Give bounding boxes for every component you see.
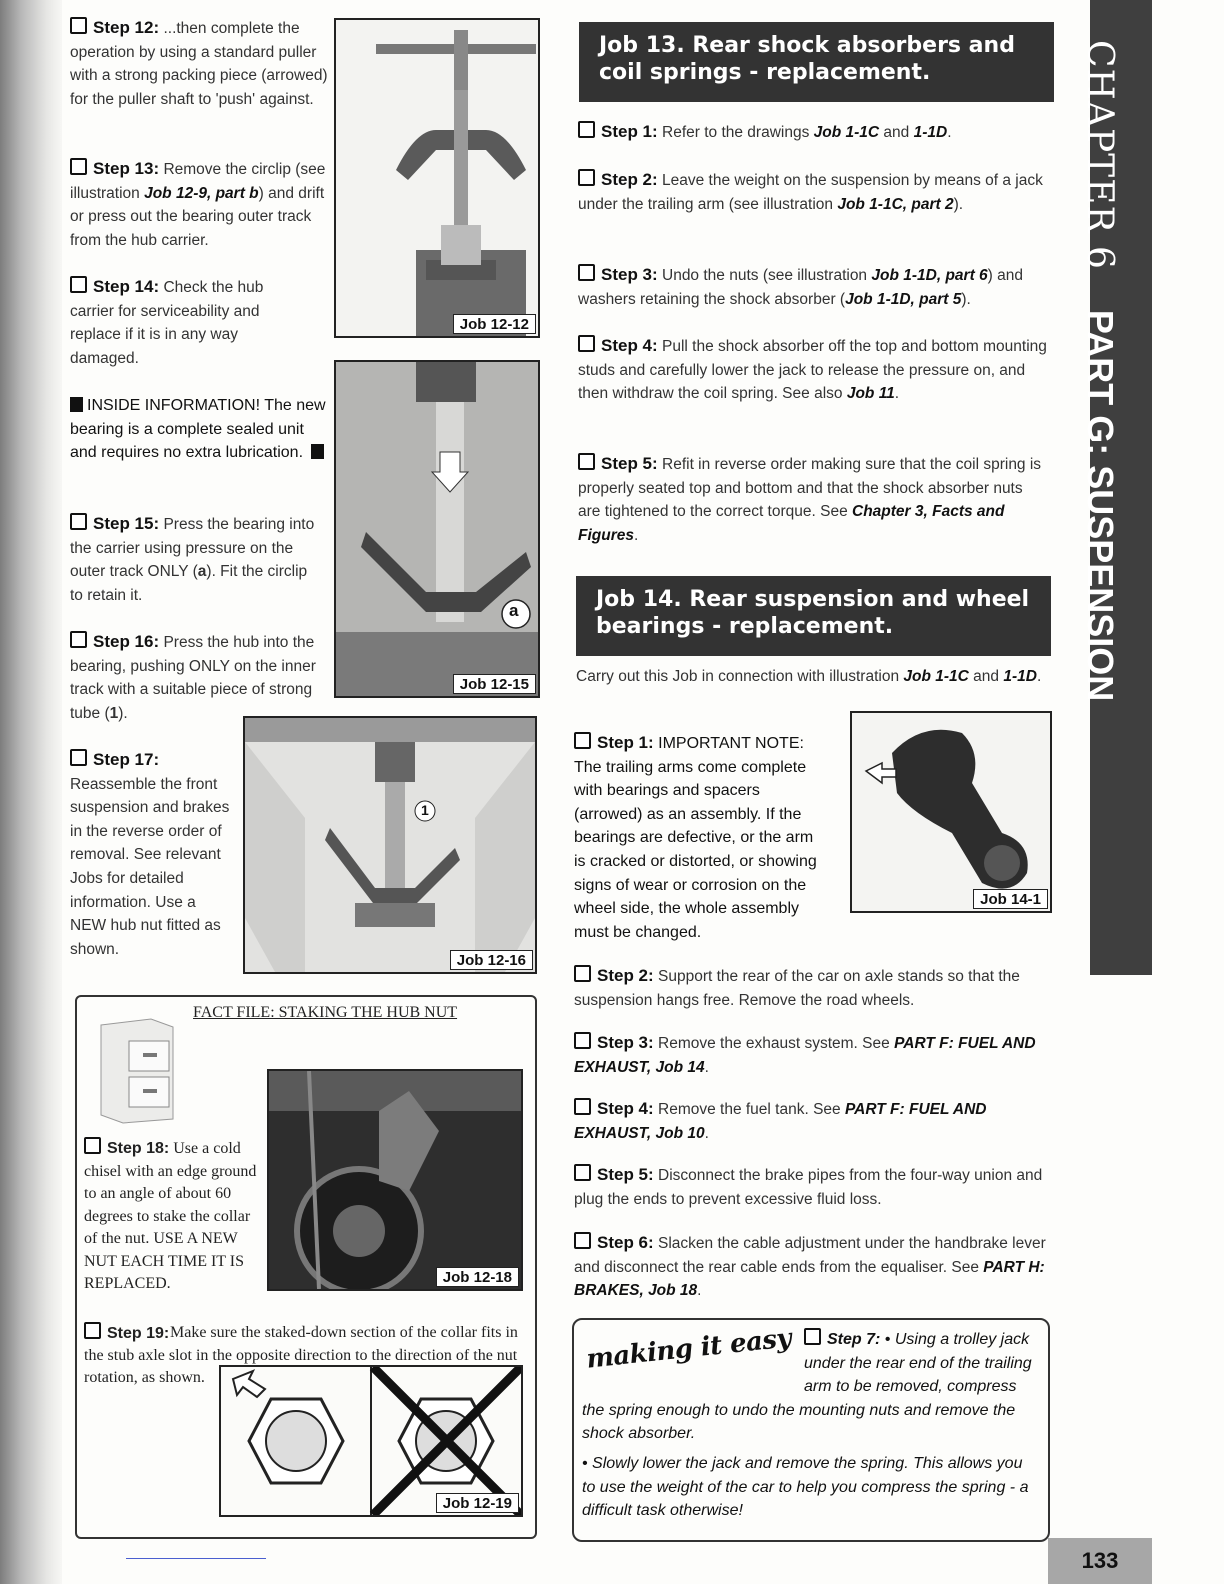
float-spacer (828, 731, 1052, 911)
step-15: Step 15: Press the bearing into the carrier using pressure on the outer track ONLY (a). Fit the circlip to retain it. (70, 514, 315, 604)
inside-info-end-icon (311, 444, 324, 459)
job-13-step-2: Step 2: Leave the weight on the suspension by means of a jack under the trailing arm (see illustration Job 1-1C, part 2). (578, 170, 1043, 213)
step-12: Step 12: ...then complete the operation by using a standard puller with a strong packing piece (arrowed) for the puller shaft to 'push' against. (70, 18, 328, 108)
checkbox-icon (574, 1098, 591, 1115)
photo-job-12-15 (334, 360, 540, 698)
bearing-press-illustration (336, 362, 538, 696)
job-14-step-1: Step 1: IMPORTANT NOTE: The trailing arms come complete with bearings and spacers (arrowed) as an assembly. If the bearings are defective, or the arm is cracked or distorted, or showing signs of wear or corrosion on the wheel side, the whole assembly must be changed. (574, 731, 1052, 944)
checkbox-icon (84, 1137, 101, 1154)
step-19-text: Make sure the staked-down section of the collar fits in the stub axle slot in the opposite direction to the direction of the nut rotation, as shown. (84, 1324, 518, 1386)
caption-job-12-19: Job 12-19 (436, 1493, 519, 1513)
step-16: Step 16: Press the hub into the bearing, pushing ONLY on the inner track with a suitable piece of strong tube (1). (70, 632, 316, 722)
making-it-easy-box (572, 1318, 1050, 1542)
label-a: a (509, 601, 519, 620)
checkbox-icon (574, 1232, 591, 1249)
step-18: Step 18: Use a cold chisel with an edge ground to an angle of about 60 degrees to stake the collar of the nut. USE A NEW NUT EACH TIME IT IS REPLACED. (84, 1137, 262, 1296)
checkbox-icon (70, 631, 87, 648)
inside-information: INSIDE INFORMATION! The new bearing is a complete sealed unit and requires no extra lubrication. (70, 397, 326, 462)
fact-file-title: FACT FILE: STAKING THE HUB NUT (193, 1004, 458, 1021)
checkbox-icon (70, 17, 87, 34)
badge-spacer (582, 1328, 804, 1398)
checkbox-icon (578, 264, 595, 281)
chapter-label: CHAPTER 6 (1079, 40, 1120, 270)
checkbox-icon (578, 335, 595, 352)
checkbox-icon (578, 121, 595, 138)
photo-job-12-12 (334, 18, 540, 338)
step-17: Step 17: Reassemble the front suspension and brakes in the reverse order of removal. See relevant Jobs for detailed information. Use a NEW hub nut fitted as shown. (70, 750, 230, 958)
step-14: Step 14: Check the hub carrier for serviceability and replace if it is in any way damaged. (70, 277, 264, 367)
puller-illustration (336, 20, 538, 336)
step-19-heading: Step 19: (84, 1322, 529, 1346)
checkbox-icon (574, 965, 591, 982)
part-label: PART G: SUSPENSION (1080, 309, 1121, 702)
job-14-intro: Carry out this Job in connection with illustration Job 1-1C and 1-1D. (576, 668, 1042, 685)
page-number: 133 (1048, 1538, 1152, 1584)
job-13-step-4: Step 4: Pull the shock absorber off the top and bottom mounting studs and carefully lower the jack to release the pressure on, and then withdraw the coil spring. See also Job 11. (578, 336, 1047, 403)
page-binding-gutter (0, 0, 62, 1584)
caption-job-12-15: Job 12-15 (453, 674, 536, 694)
checkbox-icon (70, 276, 87, 293)
checkbox-icon (804, 1328, 821, 1345)
label-1: 1 (421, 802, 429, 818)
caption-job-12-18: Job 12-18 (436, 1267, 519, 1287)
checkbox-icon (574, 732, 591, 749)
making-it-easy-badge: making it easy (584, 1323, 793, 1375)
job-14-heading: Job 14. Rear suspension and wheel bearings - replacement. (576, 576, 1051, 656)
job-13-step-3: Step 3: Undo the nuts (see illustration Job 1-1D, part 6) and washers retaining the shock absorber (Job 1-1D, part 5). (578, 265, 1023, 308)
checkbox-icon (70, 513, 87, 530)
caption-job-12-12: Job 12-12 (453, 314, 536, 334)
caption-job-14-1: Job 14-1 (973, 889, 1048, 909)
checkbox-icon (578, 169, 595, 186)
job-13-step-5: Step 5: Refit in reverse order making sure that the coil spring is properly seated top and bottom and that the shock absorber nuts are tightened to the correct torque. See Chapter 3, Facts and Figures. (578, 454, 1042, 544)
hub-press-illustration (245, 718, 535, 972)
making-it-easy-text: Step 7: • Using a trolley jack under the rear end of the trailing arm to be removed, compress the spring enough to undo the mounting nuts and remove the shock absorber. • Slowly lower the jack and remove the spring. This allows you to use the weight of the car to help you compress the spring - a difficult task otherwise! (582, 1328, 1040, 1523)
job-13-heading: Job 13. Rear shock absorbers and coil springs - replacement. (579, 22, 1054, 102)
step-13: Step 13: Remove the circlip (see illustration Job 12-9, part b) and drift or press out the bearing outer track from the hub carrier. (70, 159, 326, 249)
sidebar-title (1079, 40, 1121, 701)
job-14-step-4: Step 4: Remove the fuel tank. See PART F: FUEL AND EXHAUST, Job 10. (574, 1099, 987, 1142)
checkbox-icon (574, 1032, 591, 1049)
job-14-step-3: Step 3: Remove the exhaust system. See PART F: FUEL AND EXHAUST, Job 14. (574, 1033, 1036, 1076)
job-14-step-5: Step 5: Disconnect the brake pipes from the four-way union and plug the ends to prevent excessive fluid loss. (574, 1165, 1043, 1208)
checkbox-icon (70, 158, 87, 175)
job-13-step-1: Step 1: Refer to the drawings Job 1-1C and 1-1D. (578, 120, 1048, 145)
job-14-step-6: Step 6: Slacken the cable adjustment under the handbrake lever and disconnect the rear cable ends from the equaliser. See PART H: BRAKES, Job 18. (574, 1233, 1046, 1300)
checkbox-icon (574, 1164, 591, 1181)
staking-nut-photo (269, 1071, 521, 1289)
photo-job-12-18 (267, 1069, 523, 1291)
filing-cabinet-icon (91, 1015, 181, 1125)
caption-job-12-16: Job 12-16 (450, 950, 533, 970)
photo-job-12-19 (219, 1365, 523, 1517)
footer-line (126, 1558, 266, 1559)
photo-job-12-16 (243, 716, 537, 974)
job-14-step-2: Step 2: Support the rear of the car on axle stands so that the suspension hangs free. Remove the road wheels. (574, 966, 1020, 1009)
inside-info-icon (70, 397, 83, 412)
fact-file-box (75, 995, 537, 1539)
checkbox-icon (578, 453, 595, 470)
checkbox-icon (70, 749, 87, 766)
